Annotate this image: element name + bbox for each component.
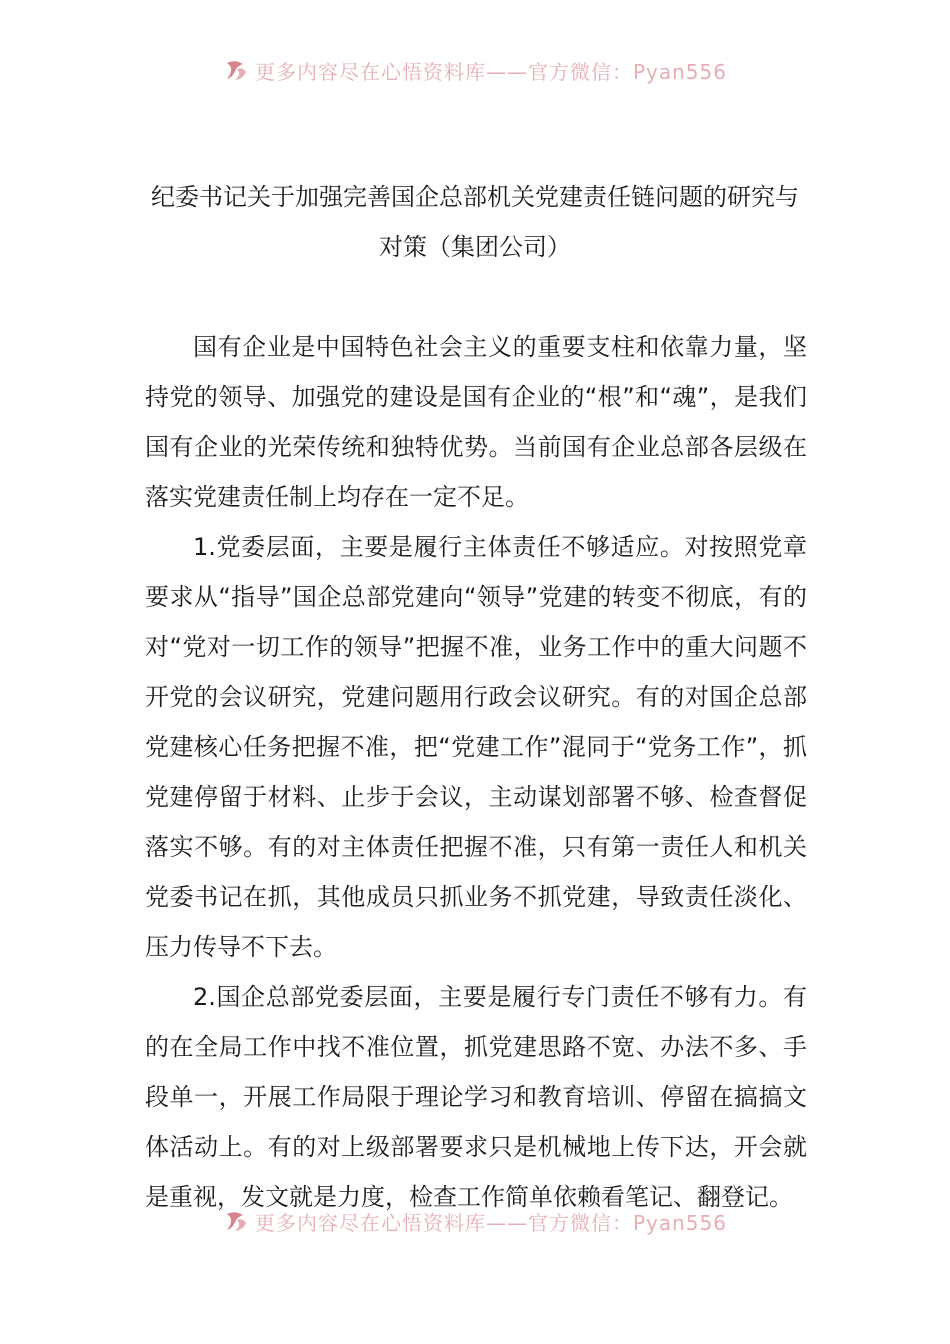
- paragraph-point-1: 1.党委层面，主要是履行主体责任不够适应。对按照党章要求从“指导”国企总部党建向“领导”党建的转变不彻底，有的对“党对一切工作的领导”把握不准，业务工作中的重大问题不开党的会议研究，党建问题用行政会议研究。有的对国企总部党建核心任务把握不准，把“党建工作”混同于“党务工作”，抓党建停留于材料、止步于会议，主动谋划部署不够、检查督促落实不够。有的对主体责任把握不准，只有第一责任人和机关党委书记在抓，其他成员只抓业务不抓党建，导致责任淡化、压力传导不下去。: [145, 533, 807, 961]
- document-body: [145, 322, 807, 1222]
- document-title: [120, 172, 830, 272]
- title-line-1: 纪委书记关于加强完善国企总部机关党建责任链问题的研究与: [151, 183, 799, 211]
- paragraph-intro: 国有企业是中国特色社会主义的重要支柱和依靠力量，坚持党的领导、加强党的建设是国有企业的“根”和“魂”，是我们国有企业的光荣传统和独特优势。当前国有企业总部各层级在落实党建责任制上均存在一定不足。: [145, 333, 807, 511]
- title-line-2: 对策（集团公司）: [379, 233, 571, 261]
- footer-watermark: [0, 1206, 950, 1236]
- brand-logo-icon: [223, 1208, 249, 1234]
- watermark-text: 更多内容尽在心悟资料库——官方微信：Pyan556: [254, 59, 727, 84]
- brand-logo-icon: [223, 57, 249, 83]
- paragraph-point-2: 2.国企总部党委层面，主要是履行专门责任不够有力。有的在全局工作中找不准位置，抓党建思路不宽、办法不多、手段单一，开展工作局限于理论学习和教育培训、停留在搞搞文体活动上。有的对上级部署要求只是机械地上传下达，开会就是重视，发文就是力度，检查工作简单依赖看笔记、翻登记。: [145, 983, 807, 1211]
- header-watermark: [0, 55, 950, 85]
- watermark-text: 更多内容尽在心悟资料库——官方微信：Pyan556: [254, 1210, 727, 1235]
